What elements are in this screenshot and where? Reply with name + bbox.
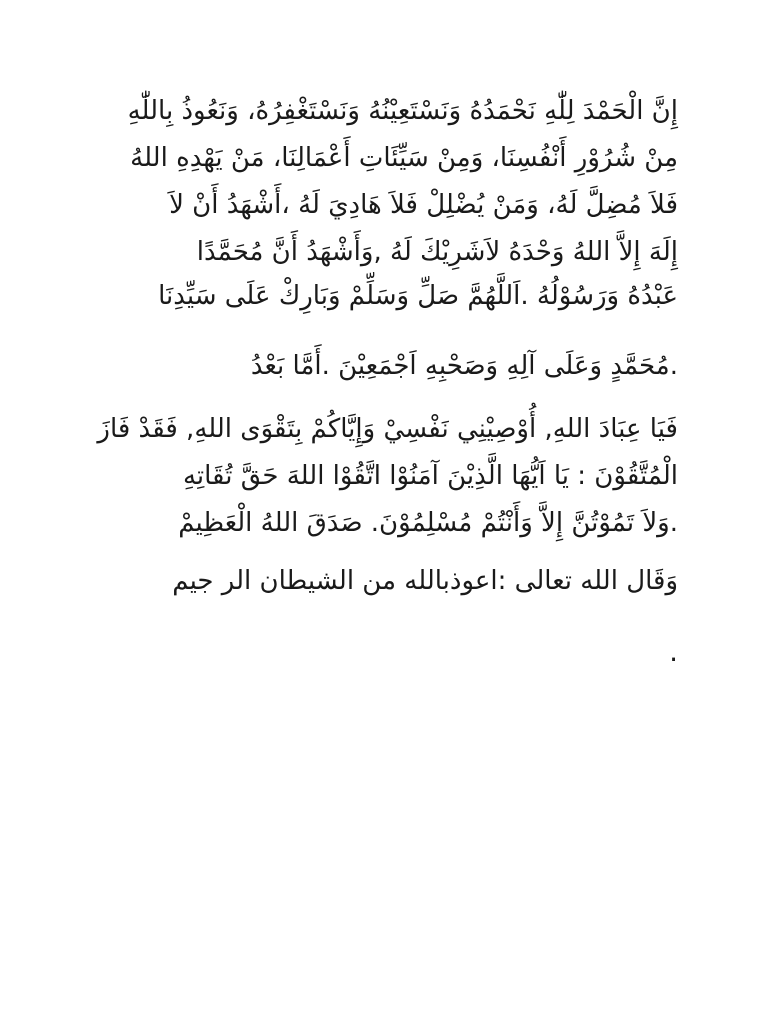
taqwa-paragraph [92, 406, 678, 547]
text-line: إِنَّ الْحَمْدَ لِلّٰهِ نَحْمَدُهُ وَنَسْتَعِيْنُهُ وَنَسْتَغْفِرُهُ، وَنَعُوذُ بِاللّٰهِ [127, 96, 678, 126]
amma-bad-paragraph [92, 343, 678, 393]
text-line: .مُحَمَّدٍ وَعَلَى آلِهِ وَصَحْبِهِ اَجْمَعِيْنَ .أَمَّا بَعْدُ [250, 351, 678, 381]
text-line: فَيَا عِبَادَ اللهِ, أُوْصِيْنِي نَفْسِيْ وَإِيَّاكُمْ بِتَقْوَى اللهِ, فَقَدْ فَازَ [97, 414, 678, 444]
text-line: وَقَال الله تعالى :اعوذبالله من الشيطان الر جيم [172, 566, 678, 596]
text-line: الْمُتَّقُوْنَ : يَا اَيُّهَا الَّذِيْنَ آمَنُوْا اتَّقُوْا اللهَ حَقَّ تُقَاتِهِ [182, 461, 678, 491]
opening-praise-paragraph [92, 88, 678, 276]
text-line: مِنْ شُرُوْرِ أَنْفُسِنَا، وَمِنْ سَيِّئَاتِ أَعْمَالِنَا، مَنْ يَهْدِهِ اللهُ [130, 143, 678, 173]
text-line: عَبْدُهُ وَرَسُوْلُهُ .اَللَّهُمَّ صَلِّ وَسَلِّمْ وَبَارِكْ عَلَى سَيِّدِنَا [158, 281, 678, 311]
text-line: فَلاَ مُضِلَّ لَهُ، وَمَنْ يُضْلِلْ فَلاَ هَادِيَ لَهُ ،أَشْهَدُ أَنْ لاَ [169, 190, 678, 220]
istiadha-paragraph [92, 558, 678, 605]
text-line: . [669, 635, 678, 668]
text-line: .وَلاَ تَمُوْتُنَّ إِلاَّ وَأَنْتُمْ مُسْلِمُوْنَ. صَدَقَ اللهُ الْعَظِيمْ [178, 508, 678, 538]
trailing-period [92, 628, 678, 675]
salawat-paragraph [92, 273, 678, 323]
text-line: إِلَهَ إِلاَّ اللهُ وَحْدَهُ لاَشَرِيْكَ لَهُ ,وَأَشْهَدُ أَنَّ مُحَمَّدًا [196, 237, 678, 267]
